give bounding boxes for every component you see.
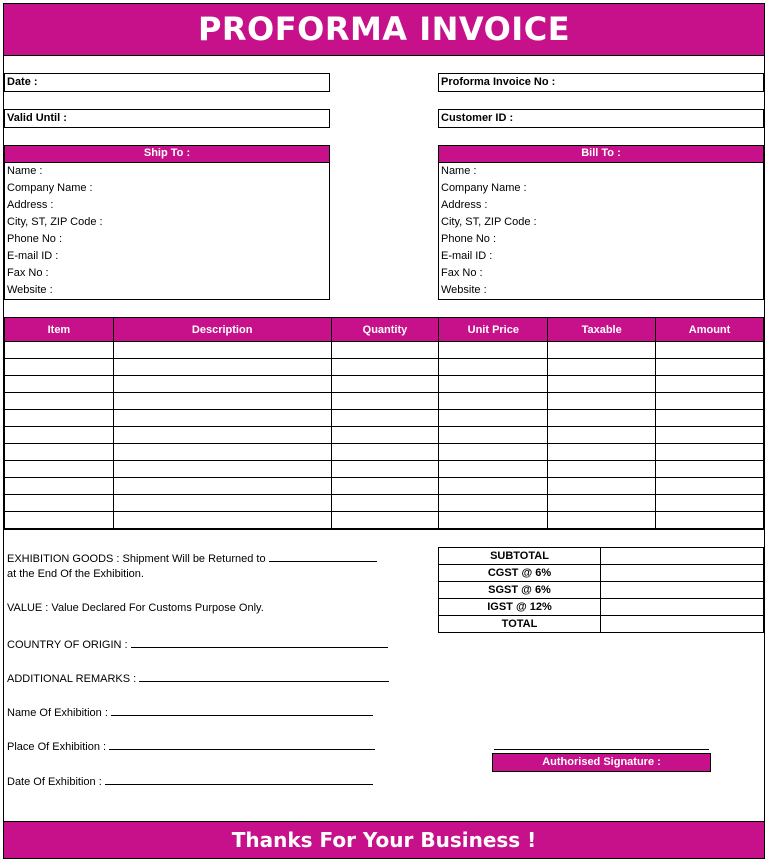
cell-quantity[interactable] [331,359,439,376]
cell-unit-price[interactable] [439,461,548,478]
cell-taxable[interactable] [548,495,656,512]
totals-table [438,547,764,633]
column-header-taxable: Taxable [548,318,656,342]
table-row [5,359,764,376]
cell-description[interactable] [113,444,331,461]
cell-amount[interactable] [656,376,764,393]
date-of-exhibition-label: Date Of Exhibition : [7,776,102,788]
return-to-blank[interactable] [269,551,377,562]
cell-description[interactable] [113,376,331,393]
bill-to-city[interactable]: City, ST, ZIP Code : [441,216,537,228]
date-field[interactable]: Date : [4,73,330,92]
cell-description[interactable] [113,495,331,512]
cell-amount[interactable] [656,427,764,444]
table-row [5,495,764,512]
additional-remarks-blank[interactable] [139,671,389,682]
cell-item[interactable] [5,376,114,393]
cell-quantity[interactable] [331,444,439,461]
ship-to-heading: Ship To : [5,146,329,163]
ship-to-name[interactable]: Name : [7,165,43,177]
invoice-sheet [3,3,765,859]
cell-unit-price[interactable] [439,512,548,529]
cell-taxable[interactable] [548,478,656,495]
cell-description[interactable] [113,410,331,427]
cgst-label: CGST @ 6% [439,565,601,582]
bill-to-box [438,145,764,300]
cell-description[interactable] [113,478,331,495]
cell-amount[interactable] [656,393,764,410]
table-row [5,427,764,444]
cgst-value[interactable] [601,565,764,582]
sgst-label: SGST @ 6% [439,582,601,599]
table-row [5,342,764,359]
column-header-quantity: Quantity [331,318,439,342]
cell-description[interactable] [113,512,331,529]
section-divider [4,529,764,530]
cell-quantity[interactable] [331,376,439,393]
signature-line[interactable] [494,749,709,750]
additional-remarks [7,671,389,685]
cell-unit-price[interactable] [439,393,548,410]
cell-amount[interactable] [656,359,764,376]
bill-to-email[interactable]: E-mail ID : [441,250,493,262]
date-of-exhibition-blank[interactable] [105,774,373,785]
table-row [5,512,764,529]
ship-to-company[interactable]: Company Name : [7,182,93,194]
exhibition-goods-note-2: at the End Of the Exhibition. [7,568,144,580]
cell-taxable[interactable] [548,461,656,478]
total-label: TOTAL [439,616,601,633]
cell-quantity[interactable] [331,410,439,427]
cell-taxable[interactable] [548,359,656,376]
value-note: VALUE : Value Declared For Customs Purpose Only. [7,602,264,614]
table-row [5,478,764,495]
cell-item[interactable] [5,444,114,461]
igst-label: IGST @ 12% [439,599,601,616]
ship-to-address[interactable]: Address : [7,199,54,211]
bill-to-name[interactable]: Name : [441,165,477,177]
invoice-title: PROFORMA INVOICE [4,4,764,56]
exhibition-goods-note [7,551,377,565]
name-of-exhibition [7,705,373,719]
cell-quantity[interactable] [331,461,439,478]
date-of-exhibition [7,774,373,788]
bill-to-fax[interactable]: Fax No : [441,267,483,279]
cell-unit-price[interactable] [439,444,548,461]
bill-to-phone[interactable]: Phone No : [441,233,497,245]
place-of-exhibition [7,739,375,753]
cell-quantity[interactable] [331,478,439,495]
customer-id-field[interactable]: Customer ID : [438,109,764,128]
cell-unit-price[interactable] [439,342,548,359]
cell-amount[interactable] [656,512,764,529]
cell-quantity[interactable] [331,393,439,410]
cell-item[interactable] [5,478,114,495]
cell-unit-price[interactable] [439,359,548,376]
table-row [5,410,764,427]
bill-to-address[interactable]: Address : [441,199,488,211]
cell-item[interactable] [5,427,114,444]
cell-taxable[interactable] [548,444,656,461]
exhibition-goods-label: EXHIBITION GOODS : Shipment Will be Returned to [7,553,266,565]
cell-quantity[interactable] [331,427,439,444]
country-of-origin-blank[interactable] [131,637,388,648]
cell-taxable[interactable] [548,427,656,444]
bill-to-website[interactable]: Website : [441,284,487,296]
cell-item[interactable] [5,342,114,359]
cell-taxable[interactable] [548,410,656,427]
cell-item[interactable] [5,461,114,478]
cell-amount[interactable] [656,342,764,359]
cell-amount[interactable] [656,478,764,495]
cell-taxable[interactable] [548,512,656,529]
ship-to-phone[interactable]: Phone No : [7,233,63,245]
subtotal-value[interactable] [601,548,764,565]
cell-description[interactable] [113,359,331,376]
place-of-exhibition-label: Place Of Exhibition : [7,741,107,753]
cell-item[interactable] [5,495,114,512]
table-row [5,444,764,461]
cell-taxable[interactable] [548,376,656,393]
cell-unit-price[interactable] [439,478,548,495]
name-of-exhibition-blank[interactable] [111,705,373,716]
bill-to-company[interactable]: Company Name : [441,182,527,194]
ship-to-email[interactable]: E-mail ID : [7,250,59,262]
column-header-amount: Amount [656,318,764,342]
ship-to-website[interactable]: Website : [7,284,53,296]
cell-amount[interactable] [656,410,764,427]
total-value[interactable] [601,616,764,633]
table-row [5,461,764,478]
subtotal-label: SUBTOTAL [439,548,601,565]
cell-unit-price[interactable] [439,495,548,512]
cell-unit-price[interactable] [439,410,548,427]
column-header-item: Item [5,318,114,342]
cell-quantity[interactable] [331,342,439,359]
cell-amount[interactable] [656,495,764,512]
cell-taxable[interactable] [548,393,656,410]
cell-item[interactable] [5,512,114,529]
bill-to-heading: Bill To : [439,146,763,163]
invoice-number-field[interactable]: Proforma Invoice No : [438,73,764,92]
additional-remarks-label: ADDITIONAL REMARKS : [7,673,137,685]
cell-item[interactable] [5,410,114,427]
sgst-value[interactable] [601,582,764,599]
ship-to-city[interactable]: City, ST, ZIP Code : [7,216,103,228]
authorised-signature-label: Authorised Signature : [492,753,711,772]
cell-amount[interactable] [656,444,764,461]
table-row [5,376,764,393]
ship-to-box [4,145,330,300]
place-of-exhibition-blank[interactable] [109,739,375,750]
cell-unit-price[interactable] [439,376,548,393]
cell-item[interactable] [5,393,114,410]
thanks-footer: Thanks For Your Business ! [4,821,764,858]
cell-amount[interactable] [656,461,764,478]
cell-quantity[interactable] [331,512,439,529]
cell-quantity[interactable] [331,495,439,512]
name-of-exhibition-label: Name Of Exhibition : [7,707,108,719]
cell-description[interactable] [113,427,331,444]
items-table [4,317,764,529]
igst-value[interactable] [601,599,764,616]
column-header-unit-price: Unit Price [439,318,548,342]
cell-description[interactable] [113,342,331,359]
cell-description[interactable] [113,393,331,410]
cell-description[interactable] [113,461,331,478]
ship-to-fax[interactable]: Fax No : [7,267,49,279]
cell-taxable[interactable] [548,342,656,359]
cell-item[interactable] [5,359,114,376]
table-row [5,393,764,410]
country-of-origin [7,637,388,651]
column-header-description: Description [113,318,331,342]
cell-unit-price[interactable] [439,427,548,444]
country-of-origin-label: COUNTRY OF ORIGIN : [7,639,128,651]
valid-until-field[interactable]: Valid Until : [4,109,330,128]
